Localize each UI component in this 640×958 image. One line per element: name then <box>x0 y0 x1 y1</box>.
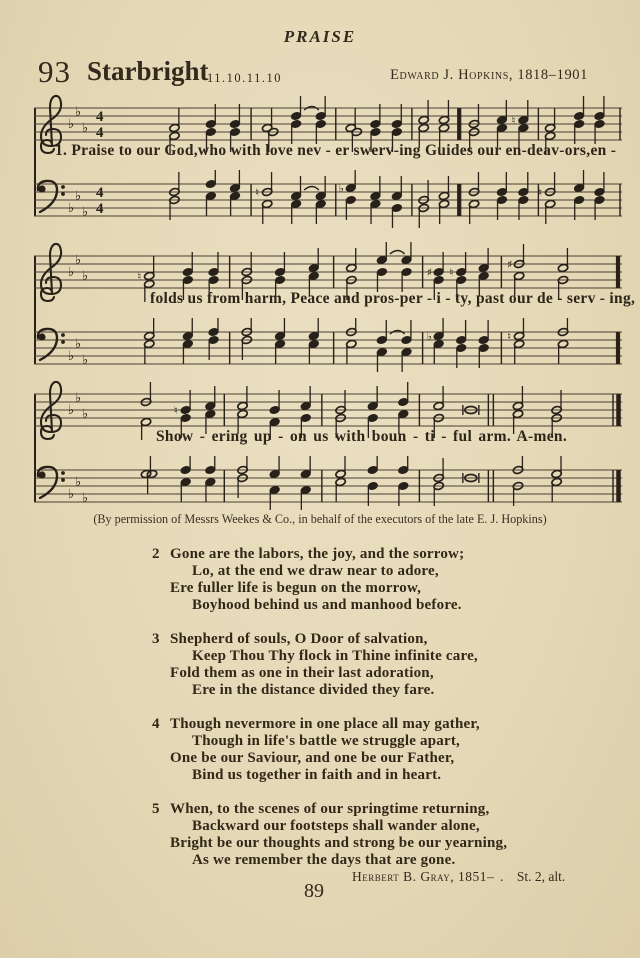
bass-staff-2 <box>30 316 626 380</box>
tie <box>304 187 319 191</box>
verse-block <box>152 546 552 886</box>
lyric-line-1: 1. Praise to our God,who with love nev - er swerv-ing Guides our en-deav-ors,en - <box>55 142 617 159</box>
verse-line: When, to the scenes of our springtime returning, <box>170 801 490 817</box>
accidental-sign: ♮ <box>173 404 178 417</box>
hymn-title: Starbright <box>87 56 209 86</box>
verse-number: 3 <box>152 631 160 647</box>
hymn-number: 93 <box>38 54 71 89</box>
score-system-2 <box>30 240 636 380</box>
accidental-sign: ♮ <box>449 266 454 279</box>
flat-sign: ♭ <box>82 491 89 506</box>
verse-line: Bind us together in faith and in heart. <box>192 767 442 783</box>
accidental-sign: ♮ <box>255 186 260 199</box>
verse-2 <box>152 546 552 614</box>
time-signature: 4 <box>96 185 104 201</box>
verse-line: Ere fuller life is begun on the morrow, <box>170 580 422 596</box>
page-header: PRAISE <box>283 27 357 46</box>
accidental-sign: ♯ <box>426 266 433 279</box>
time-signature: 4 <box>96 201 104 217</box>
flat-sign: ♭ <box>82 407 89 422</box>
hymn-meter: 11.10.11.10 <box>207 71 282 85</box>
verse-5 <box>152 801 552 869</box>
flat-sign: ♭ <box>82 205 89 220</box>
verse-line: Though nevermore in one place all may gather, <box>170 716 480 732</box>
verse-line: Shepherd of souls, O Door of salvation, <box>170 631 428 647</box>
bass-staff-3 <box>30 454 626 518</box>
accidental-sign: ♭ <box>338 182 344 195</box>
accidental-sign: ♯ <box>507 258 513 271</box>
flat-sign: ♭ <box>75 189 82 204</box>
stanza-note: . St. 2, alt. <box>500 869 566 884</box>
hymn-composer: Edward J. Hopkins, 1818–1901 <box>390 67 588 83</box>
verse-line: Though in life's battle we struggle apart, <box>192 733 460 749</box>
author-attribution: Herbert B. Gray, 1851– <box>352 869 495 884</box>
flat-sign: ♭ <box>68 117 75 132</box>
verse-number: 2 <box>152 546 160 562</box>
bass-clef-icon <box>38 467 65 498</box>
flat-sign: ♭ <box>68 201 75 216</box>
lyric-line-2: folds us from harm, Peace and pros-per - i - ty, past our de - serv - ing, <box>150 290 636 307</box>
score-system-1 <box>30 92 626 232</box>
verse-number: 5 <box>152 801 160 817</box>
bass-clef-icon <box>38 181 65 212</box>
verse-line: Fold them as one in their last adoration, <box>170 665 434 681</box>
tie <box>390 251 405 255</box>
verse-line: Ere in the distance divided they fare. <box>192 682 435 698</box>
flat-sign: ♭ <box>82 121 89 136</box>
verse-4 <box>152 716 552 784</box>
verse-line: As we remember the days that are gone. <box>192 852 456 868</box>
accidental-sign: ♭ <box>426 330 432 343</box>
flat-sign: ♭ <box>68 349 75 364</box>
flat-sign: ♭ <box>68 265 75 280</box>
verse-number: 4 <box>152 716 160 732</box>
verse-line: Boyhood behind us and manhood before. <box>192 597 462 613</box>
verse-line: Keep Thou Thy flock in Thine infinite care, <box>192 648 478 664</box>
flat-sign: ♭ <box>75 105 82 120</box>
bass-staff-svg <box>30 454 626 518</box>
verse-line: Backward our footsteps shall wander alone, <box>192 818 480 834</box>
flat-sign: ♭ <box>68 487 75 502</box>
permission-note: (By permission of Messrs Weekes & Co., in behalf of the executors of the late E. J. Hopkins) <box>93 512 547 526</box>
lyric-line-3: Show - ering up - on us with boun - ti - ful arm. A-men. <box>156 428 567 445</box>
accidental-sign: ♮ <box>511 114 516 127</box>
flat-sign: ♭ <box>68 403 75 418</box>
flat-sign: ♭ <box>82 269 89 284</box>
flat-sign: ♭ <box>82 353 89 368</box>
bass-clef-icon <box>38 329 65 360</box>
verse-line: Bright be our thoughts and strong be our yearning, <box>170 835 508 851</box>
flat-sign: ♭ <box>75 253 82 268</box>
verse-line: Lo, at the end we draw near to adore, <box>192 563 439 579</box>
time-signature: 4 <box>96 109 104 125</box>
time-signature: 4 <box>96 125 104 141</box>
score-system-3 <box>30 378 626 518</box>
bass-staff-svg <box>30 168 626 232</box>
flat-sign: ♭ <box>75 391 82 406</box>
accidental-sign: ♮ <box>538 186 543 199</box>
accidental-sign: ♮ <box>507 330 512 343</box>
bass-staff-1 <box>30 168 626 232</box>
flat-sign: ♭ <box>75 475 82 490</box>
verse-line: One be our Saviour, and one be our Father, <box>170 750 455 766</box>
flat-sign: ♭ <box>75 337 82 352</box>
page-number: 89 <box>304 880 324 902</box>
verse-line: Gone are the labors, the joy, and the sorrow; <box>170 546 465 562</box>
bass-staff-svg <box>30 316 626 380</box>
verse-3 <box>152 631 552 699</box>
accidental-sign: ♮ <box>137 270 142 283</box>
